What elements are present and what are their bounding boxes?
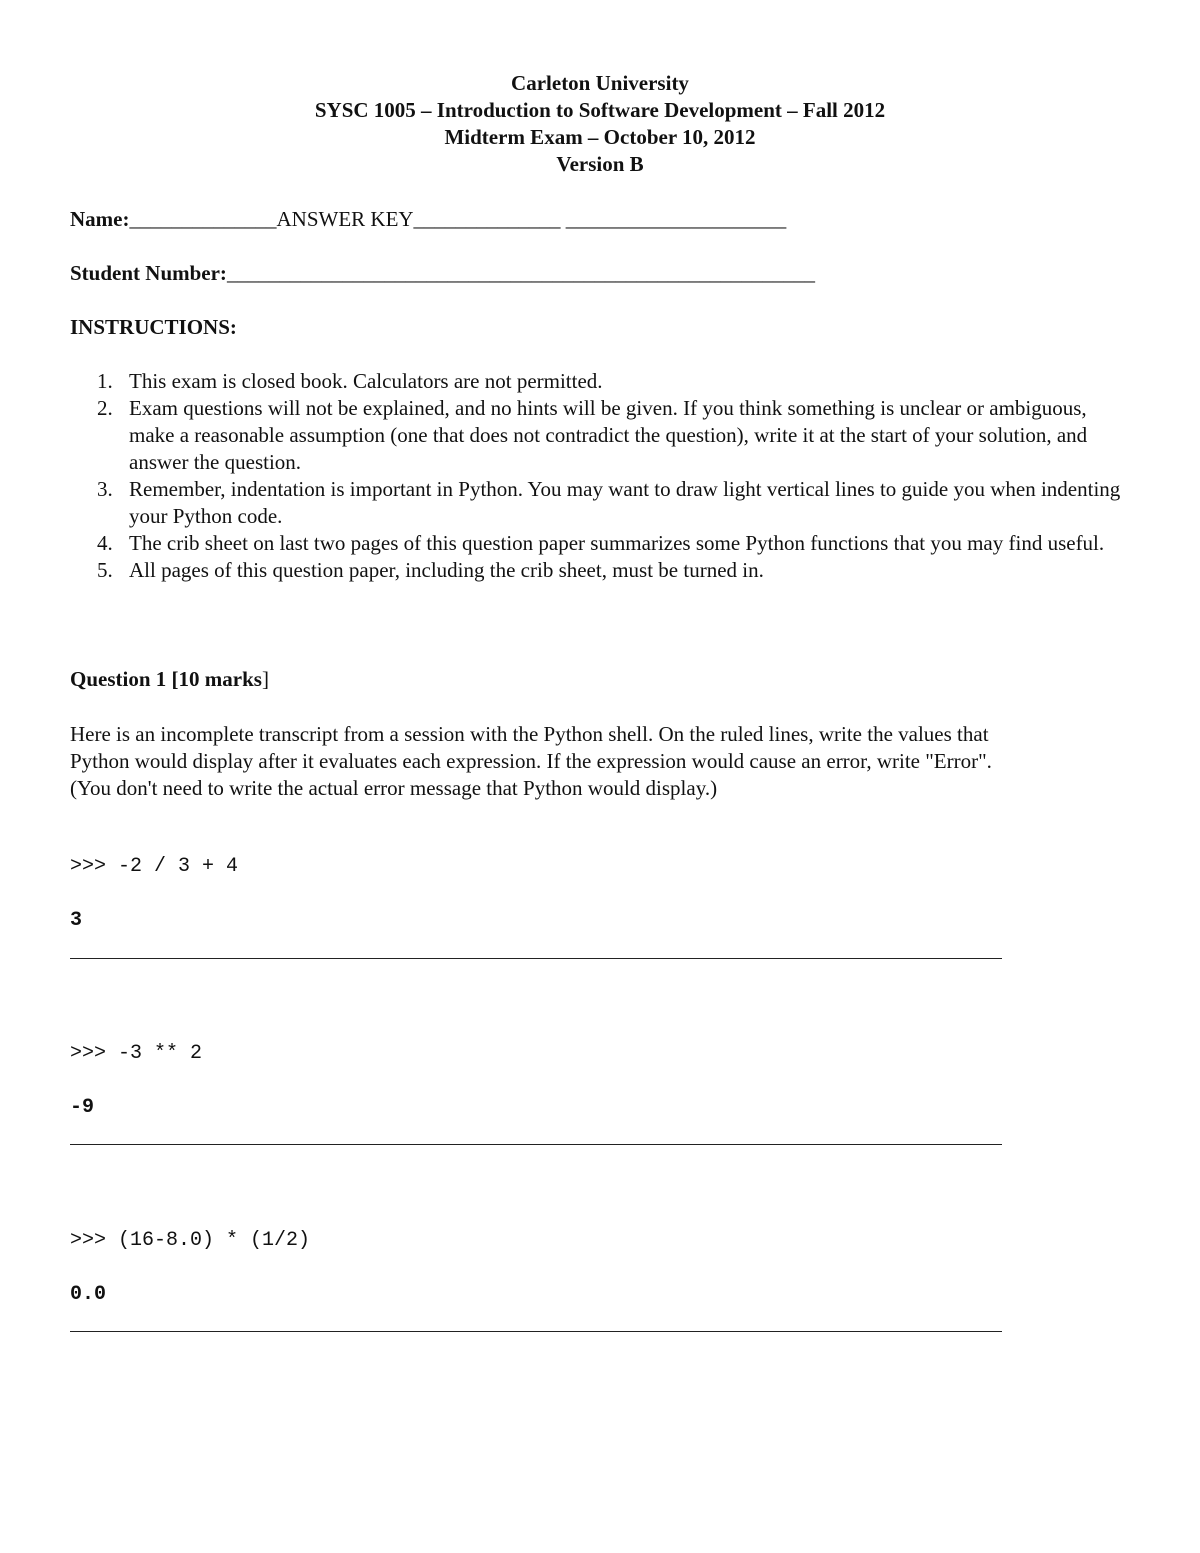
student-number-label: Student Number: [70, 261, 227, 285]
shell-expression: >>> (16-8.0) * (1/2) [70, 1229, 311, 1252]
exam-version: Version B [556, 152, 644, 176]
name-value: ______________ANSWER KEY______________ _____________________ [129, 207, 787, 231]
instructions-list [70, 368, 1130, 584]
list-item-text: Exam questions will not be explained, and no hints will be given. If you think something is unclear or ambiguous, make a reasonable assumption (one that does not contradict the question), write it at the start of your solution, and answer the question. [129, 396, 1088, 474]
shell-expression: >>> -3 ** 2 [70, 1042, 203, 1065]
exam-date: Midterm Exam – October 10, 2012 [444, 125, 756, 149]
list-item-text: All pages of this question paper, including the crib sheet, must be turned in. [129, 558, 764, 582]
answer-text: -9 [70, 1096, 95, 1119]
answer-ruled-line [70, 1144, 1002, 1145]
student-number-value: ________________________________________________________ [226, 261, 815, 285]
answer-ruled-line [70, 958, 1002, 959]
list-item-number: 2. [97, 396, 113, 420]
student-number-field [70, 261, 815, 286]
exam-header [0, 70, 1200, 178]
question-1-heading [70, 667, 269, 692]
name-field [70, 207, 786, 232]
answer-text: 3 [70, 909, 83, 932]
question-1-title-close: ] [261, 667, 269, 691]
list-item-number: 5. [97, 558, 113, 582]
course-title: SYSC 1005 – Introduction to Software Development – Fall 2012 [314, 98, 886, 122]
question-1-description [70, 721, 1130, 802]
list-item [70, 557, 1130, 584]
shell-expression: >>> -2 / 3 + 4 [70, 855, 239, 878]
name-label: Name: [70, 207, 130, 231]
question-1-title: Question 1 [10 marks [70, 667, 262, 691]
answer-ruled-line [70, 1331, 1002, 1332]
list-item [70, 530, 1130, 557]
description-line: Python would display after it evaluates each expression. If the expression would cause an error, write "Error". [70, 749, 992, 773]
list-item-number: 4. [97, 531, 113, 555]
list-item-text: The crib sheet on last two pages of this question paper summarizes some Python functions that you may find useful. [129, 531, 1105, 555]
description-line: Here is an incomplete transcript from a session with the Python shell. On the ruled lines, write the values that [70, 722, 989, 746]
list-item [70, 368, 1130, 395]
list-item-number: 3. [97, 477, 113, 501]
university-name: Carleton University [511, 71, 689, 95]
list-item-number: 1. [97, 369, 113, 393]
list-item [70, 476, 1130, 530]
instructions-heading: INSTRUCTIONS: [70, 315, 237, 339]
answer-text: 0.0 [70, 1283, 107, 1306]
list-item-text: Remember, indentation is important in Python. You may want to draw light vertical lines to guide you when indenting your Python code. [129, 477, 1121, 528]
description-line: (You don't need to write the actual error message that Python would display.) [70, 776, 718, 800]
list-item-text: This exam is closed book. Calculators are not permitted. [129, 369, 603, 393]
list-item [70, 395, 1130, 476]
